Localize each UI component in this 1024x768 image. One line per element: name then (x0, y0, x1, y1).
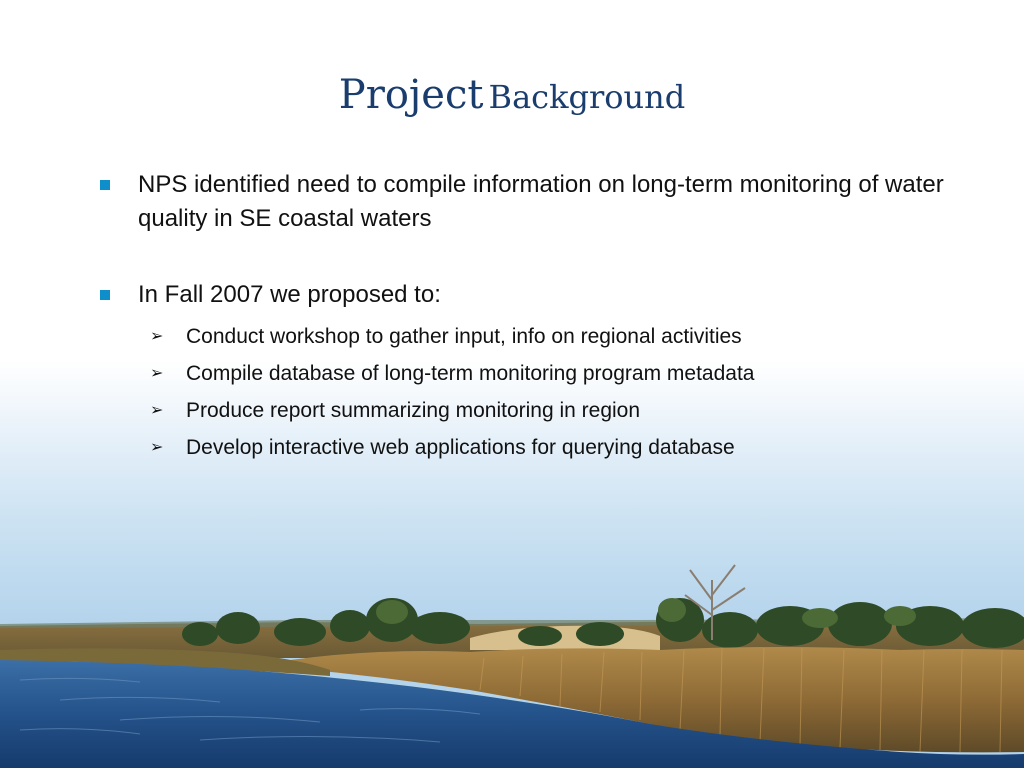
sub-bullet-text: Develop interactive web applications for querying database (186, 436, 735, 459)
title-word-project: Project (338, 72, 484, 118)
sub-bullet-text: Conduct workshop to gather input, info on regional activities (186, 325, 742, 348)
sub-bullet-text: Produce report summarizing monitoring in region (186, 399, 641, 422)
arrow-bullet-icon: ➢ (150, 328, 164, 345)
slide-title (0, 72, 1024, 118)
bullet-list (96, 168, 976, 466)
arrow-bullet-icon: ➢ (150, 402, 164, 419)
arrow-bullet-icon: ➢ (150, 439, 164, 456)
sub-bullet-item (96, 355, 976, 392)
sub-bullet-item (96, 429, 976, 466)
bullet-item (96, 278, 976, 312)
sub-bullet-item (96, 392, 976, 429)
coastal-landscape-image (0, 540, 1024, 768)
square-bullet-icon (100, 180, 110, 190)
square-bullet-icon (100, 290, 110, 300)
title-word-background: Background (488, 78, 686, 116)
bullet-item (96, 168, 976, 236)
bullet-text: NPS identified need to compile information on long-term monitoring of water quality in SE coastal waters (138, 171, 944, 232)
sub-bullet-text: Compile database of long-term monitoring program metadata (186, 362, 755, 385)
arrow-bullet-icon: ➢ (150, 365, 164, 382)
sub-bullet-item (96, 318, 976, 355)
bullet-text: In Fall 2007 we proposed to: (138, 281, 441, 308)
